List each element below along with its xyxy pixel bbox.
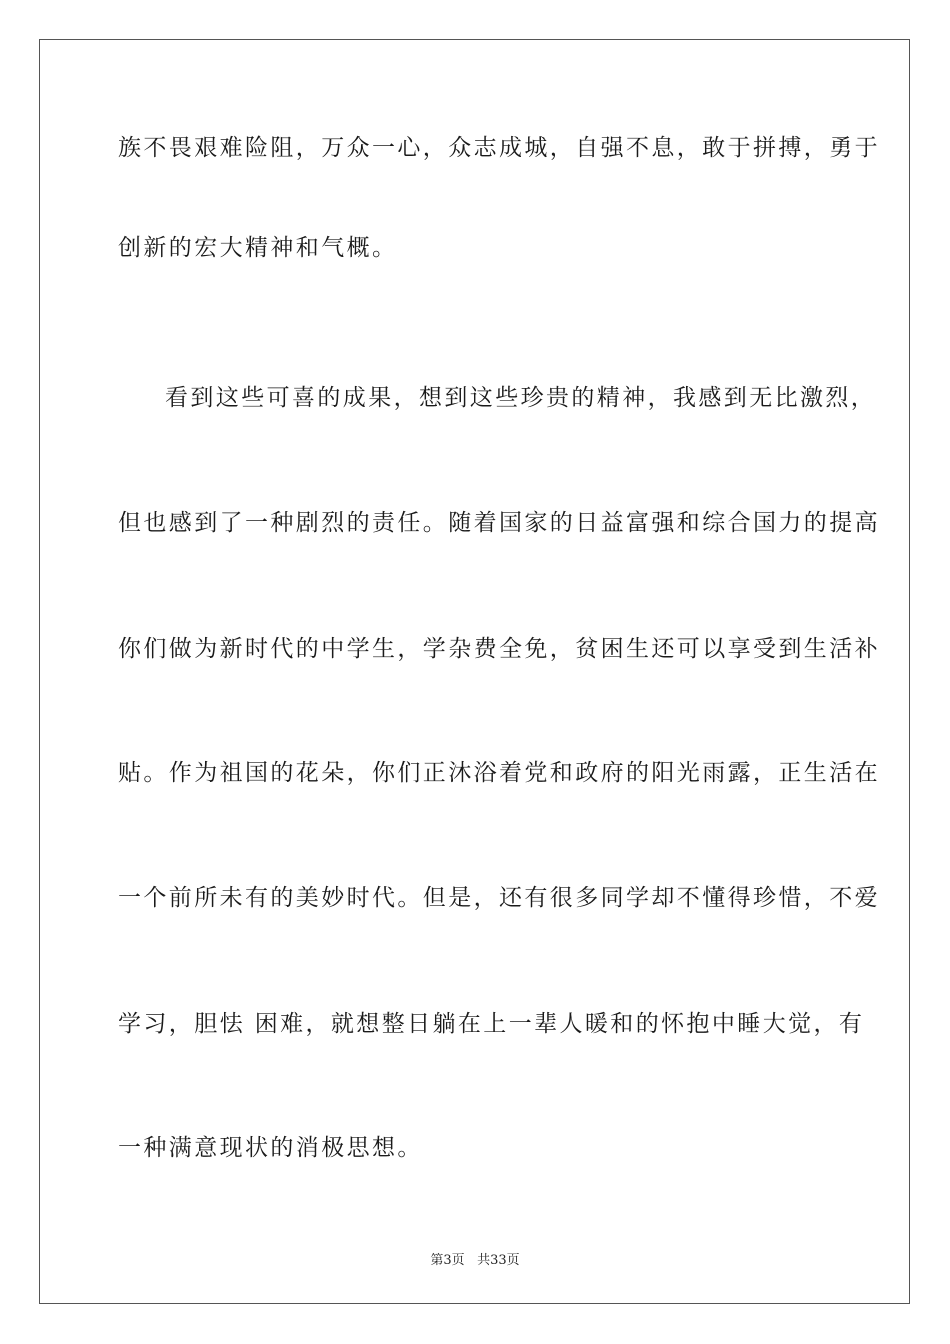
paragraph-line: 学习，胆怯 困难，就想整日躺在上一辈人暖和的怀抱中睡大觉，有 [118,1011,865,1037]
page-frame [39,39,910,1304]
page-footer [0,1249,950,1268]
page-number: 第3页 [430,1253,465,1268]
paragraph-line: 创新的宏大精神和气概。 [118,235,398,261]
paragraph-line: 但也感到了一种剧烈的责任。随着国家的日益富强和综合国力的提高 [118,510,880,536]
paragraph-line: 族不畏艰难险阻，万众一心，众志成城，自强不息，敢于拼搏，勇于 [118,135,880,161]
paragraph-line: 贴。作为祖国的花朵，你们正沐浴着党和政府的阳光雨露，正生活在 [118,760,880,786]
paragraph-line: 看到这些可喜的成果，想到这些珍贵的精神，我感到无比激烈， [165,385,877,411]
page-total: 共33页 [477,1253,520,1268]
paragraph-line: 一个前所未有的美妙时代。但是，还有很多同学却不懂得珍惜，不爱 [118,885,880,911]
paragraph-line: 你们做为新时代的中学生，学杂费全免，贫困生还可以享受到生活补 [118,636,880,662]
paragraph-line: 一种满意现状的消极思想。 [118,1135,423,1161]
